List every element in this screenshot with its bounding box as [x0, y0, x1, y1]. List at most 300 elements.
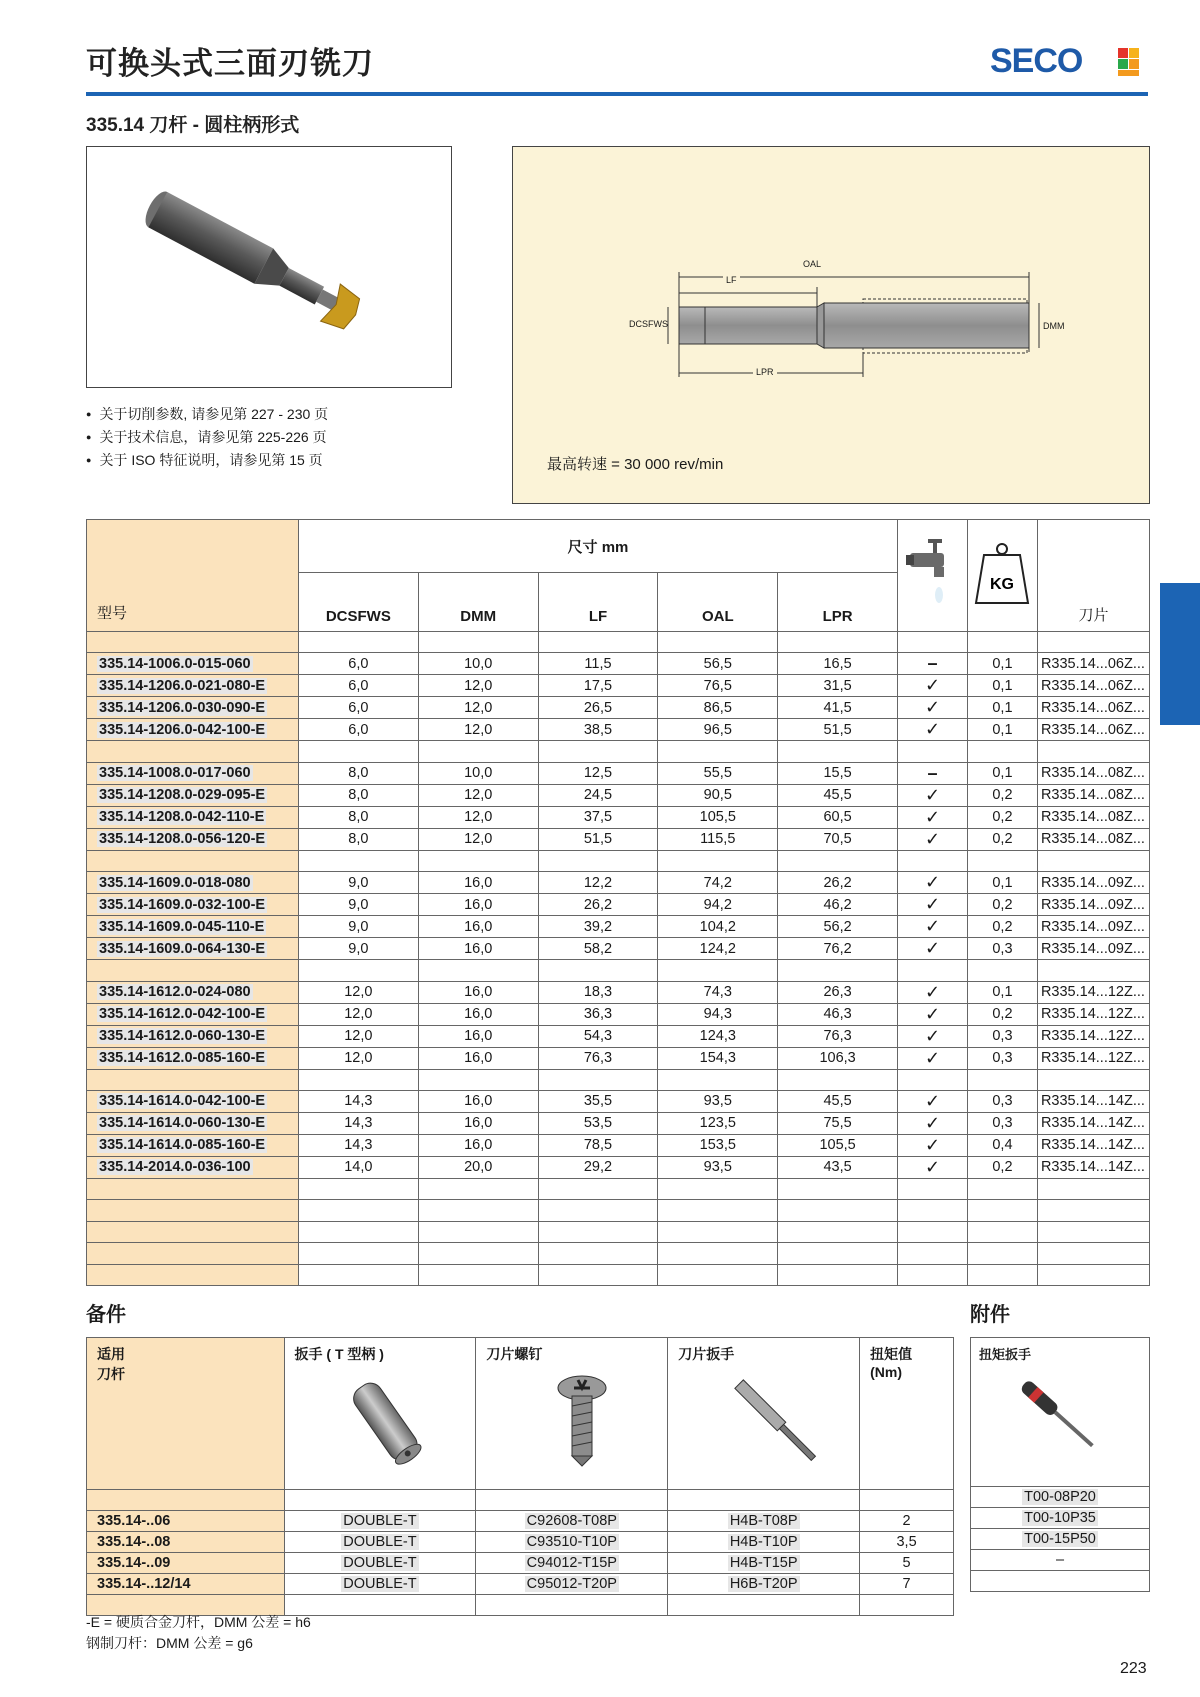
part-code: H6B-T20P: [729, 1576, 798, 1592]
cell-dmm: 12,0: [418, 675, 538, 697]
empty-cell: [1037, 1200, 1149, 1221]
cell-dmm: 16,0: [418, 872, 538, 894]
cell-type: [87, 1025, 299, 1047]
empty-cell: [778, 1243, 898, 1264]
cell-blade: R335.14...09Z...: [1037, 916, 1149, 938]
cell-lpr: 45,5: [778, 784, 898, 806]
product-table-body: [87, 632, 1150, 1286]
cell-dmm: 16,0: [418, 894, 538, 916]
cell-weight: 0,1: [967, 719, 1037, 741]
cell-type: [87, 784, 299, 806]
header-coolant: [898, 520, 968, 632]
empty-cell: [967, 632, 1037, 653]
cell-weight: 0,2: [967, 806, 1037, 828]
cell-lpr: 75,5: [778, 1112, 898, 1134]
cell-lf: 26,2: [538, 894, 658, 916]
cell-dmm: 12,0: [418, 806, 538, 828]
footnotes: [86, 1612, 311, 1654]
cell-lpr: 41,5: [778, 697, 898, 719]
table-row: [87, 806, 1150, 828]
empty-cell: [898, 1221, 968, 1242]
empty-cell: [668, 1490, 860, 1511]
empty-cell: [298, 1221, 418, 1242]
empty-cell: [658, 960, 778, 981]
empty-cell: [418, 1200, 538, 1221]
cell-coolant: ✓: [898, 1112, 968, 1134]
cell-dmm: 12,0: [418, 784, 538, 806]
t-wrench-icon: [329, 1370, 449, 1480]
part-code: T00-10P35: [1024, 1510, 1096, 1526]
model-number: 335.14-2014.0-036-100: [99, 1159, 251, 1176]
cell-weight: 0,1: [967, 981, 1037, 1003]
part-code: C92608-T08P: [526, 1513, 617, 1529]
cell-lpr: 46,2: [778, 894, 898, 916]
spacer-row: [87, 1221, 1150, 1242]
table-row: [87, 1025, 1150, 1047]
empty-cell: [418, 1069, 538, 1090]
empty-cell: [658, 632, 778, 653]
empty-cell: [967, 741, 1037, 762]
table-row: [87, 784, 1150, 806]
empty-cell: [860, 1595, 954, 1616]
cell-lpr: 76,3: [778, 1025, 898, 1047]
spares-cell: [284, 1511, 476, 1532]
cell-weight: 0,3: [967, 1025, 1037, 1047]
cell-weight: 0,1: [967, 675, 1037, 697]
table-row: [87, 1156, 1150, 1178]
cell-dmm: 20,0: [418, 1156, 538, 1178]
cell-dcsfws: 14,3: [298, 1112, 418, 1134]
tool-illustration: [87, 147, 451, 387]
spacer-row: [971, 1571, 1150, 1592]
accessory-cell: –: [971, 1550, 1150, 1571]
spares-cell: 335.14-..09: [87, 1553, 285, 1574]
cell-oal: 153,5: [658, 1134, 778, 1156]
empty-cell: [87, 1243, 299, 1264]
table-row: [87, 719, 1150, 741]
header-lf: LF: [538, 573, 658, 632]
empty-cell: [538, 1178, 658, 1199]
spares-cell: 3,5: [860, 1532, 954, 1553]
empty-cell: [418, 632, 538, 653]
label-oal: OAL: [800, 259, 824, 269]
cell-weight: 0,3: [967, 1090, 1037, 1112]
empty-cell: [298, 1069, 418, 1090]
cell-oal: 90,5: [658, 784, 778, 806]
torque-wrench-icon: [979, 1367, 1139, 1467]
model-number: 335.14-1206.0-030-090-E: [99, 699, 266, 716]
cell-weight: 0,2: [967, 894, 1037, 916]
cell-dmm: 10,0: [418, 762, 538, 784]
cell-coolant: ✓: [898, 938, 968, 960]
cell-coolant: ✓: [898, 719, 968, 741]
cell-coolant: –: [898, 653, 968, 675]
cell-oal: 74,2: [658, 872, 778, 894]
header-oal: OAL: [658, 573, 778, 632]
spares-cell: [476, 1511, 668, 1532]
part-code: C93510-T10P: [526, 1534, 617, 1550]
cell-oal: 104,2: [658, 916, 778, 938]
cell-dcsfws: 8,0: [298, 806, 418, 828]
product-photo: [86, 146, 452, 388]
table-row: [87, 1003, 1150, 1025]
cell-type: [87, 1003, 299, 1025]
cell-coolant: ✓: [898, 675, 968, 697]
cell-oal: 154,3: [658, 1047, 778, 1069]
empty-cell: [898, 632, 968, 653]
cell-blade: R335.14...12Z...: [1037, 1047, 1149, 1069]
blade-key-icon: [718, 1368, 838, 1478]
spares-cell: [284, 1553, 476, 1574]
cell-weight: 0,2: [967, 828, 1037, 850]
part-code: H4B-T08P: [729, 1513, 798, 1529]
spacer-row: [87, 741, 1150, 762]
cell-dcsfws: 12,0: [298, 981, 418, 1003]
empty-cell: [967, 1264, 1037, 1285]
empty-cell: [1037, 741, 1149, 762]
cell-dmm: 16,0: [418, 1003, 538, 1025]
spares-row: [87, 1511, 954, 1532]
empty-cell: [967, 850, 1037, 871]
table-row: [87, 1090, 1150, 1112]
cell-coolant: ✓: [898, 1025, 968, 1047]
empty-cell: [658, 1221, 778, 1242]
cell-weight: 0,2: [967, 1003, 1037, 1025]
cell-lf: 11,5: [538, 653, 658, 675]
cell-blade: R335.14...06Z...: [1037, 675, 1149, 697]
empty-cell: [538, 632, 658, 653]
empty-cell: [418, 1243, 538, 1264]
empty-cell: [898, 741, 968, 762]
header-dimensions: 尺寸 mm: [298, 520, 897, 573]
reference-notes: [86, 404, 328, 473]
empty-cell: [658, 1243, 778, 1264]
cell-weight: 0,1: [967, 653, 1037, 675]
cell-oal: 124,2: [658, 938, 778, 960]
spares-cell: [284, 1574, 476, 1595]
part-code: C94012-T15P: [526, 1555, 617, 1571]
spares-cell: 2: [860, 1511, 954, 1532]
spares-table-body: [87, 1490, 954, 1616]
cell-oal: 105,5: [658, 806, 778, 828]
part-code: H4B-T15P: [729, 1555, 798, 1571]
part-code: DOUBLE-T: [343, 1513, 417, 1529]
empty-cell: [538, 1200, 658, 1221]
table-row: [87, 938, 1150, 960]
empty-cell: [87, 1200, 299, 1221]
cell-dcsfws: 8,0: [298, 784, 418, 806]
cell-lf: 24,5: [538, 784, 658, 806]
cell-lf: 58,2: [538, 938, 658, 960]
cell-blade: R335.14...14Z...: [1037, 1156, 1149, 1178]
seco-logo: [990, 42, 1140, 82]
spares-header-key: 刀片扳手: [668, 1338, 860, 1490]
spacer-row: [87, 960, 1150, 981]
cell-type: [87, 1047, 299, 1069]
empty-cell: [898, 1243, 968, 1264]
cell-blade: R335.14...08Z...: [1037, 828, 1149, 850]
cell-lpr: 56,2: [778, 916, 898, 938]
cell-lf: 76,3: [538, 1047, 658, 1069]
cell-lpr: 43,5: [778, 1156, 898, 1178]
spares-cell: [476, 1574, 668, 1595]
spares-cell: 7: [860, 1574, 954, 1595]
cell-oal: 56,5: [658, 653, 778, 675]
table-row: [87, 916, 1150, 938]
cell-coolant: ✓: [898, 1090, 968, 1112]
table-row: [87, 981, 1150, 1003]
cell-oal: 94,2: [658, 894, 778, 916]
model-number: 335.14-1614.0-042-100-E: [99, 1093, 266, 1110]
cell-lf: 51,5: [538, 828, 658, 850]
spares-cell: [476, 1532, 668, 1553]
cell-blade: R335.14...06Z...: [1037, 697, 1149, 719]
empty-cell: [898, 1178, 968, 1199]
cell-lf: 35,5: [538, 1090, 658, 1112]
cell-coolant: ✓: [898, 784, 968, 806]
coolant-tap-icon: [904, 535, 960, 613]
cell-dcsfws: 9,0: [298, 894, 418, 916]
empty-cell: [87, 632, 299, 653]
empty-cell: [87, 960, 299, 981]
empty-cell: [898, 960, 968, 981]
cell-dmm: 16,0: [418, 981, 538, 1003]
empty-cell: [778, 1178, 898, 1199]
cell-dcsfws: 12,0: [298, 1025, 418, 1047]
empty-cell: [284, 1490, 476, 1511]
cell-coolant: –: [898, 762, 968, 784]
spares-heading: 备件: [86, 1302, 126, 1326]
model-number: 335.14-1609.0-064-130-E: [99, 940, 266, 957]
model-number: 335.14-1612.0-060-130-E: [99, 1028, 266, 1045]
table-row: [87, 1134, 1150, 1156]
cell-lf: 18,3: [538, 981, 658, 1003]
cell-lpr: 76,2: [778, 938, 898, 960]
cell-weight: 0,3: [967, 938, 1037, 960]
cell-dcsfws: 12,0: [298, 1047, 418, 1069]
accessory-row: [971, 1529, 1150, 1550]
cell-coolant: ✓: [898, 981, 968, 1003]
model-number: 335.14-1208.0-042-110-E: [99, 809, 265, 826]
spacer-row: [87, 1264, 1150, 1285]
label-lpr: LPR: [753, 367, 777, 377]
spares-table: [86, 1337, 954, 1616]
cell-lf: 36,3: [538, 1003, 658, 1025]
spares-header-screw: 刀片螺钉: [476, 1338, 668, 1490]
table-row: [87, 1112, 1150, 1134]
cell-dcsfws: 6,0: [298, 697, 418, 719]
cell-blade: R335.14...08Z...: [1037, 784, 1149, 806]
empty-cell: [898, 1264, 968, 1285]
model-number: 335.14-1609.0-032-100-E: [99, 896, 266, 913]
table-row: [87, 1047, 1150, 1069]
cell-blade: R335.14...14Z...: [1037, 1112, 1149, 1134]
spares-header-type: 适用 刀杆: [87, 1338, 285, 1490]
spares-cell: [476, 1553, 668, 1574]
table-row: [87, 894, 1150, 916]
cell-oal: 124,3: [658, 1025, 778, 1047]
empty-cell: [860, 1490, 954, 1511]
accessory-cell: [971, 1529, 1150, 1550]
cell-type: [87, 1134, 299, 1156]
cell-blade: R335.14...06Z...: [1037, 719, 1149, 741]
cell-lpr: 46,3: [778, 1003, 898, 1025]
part-code: T00-15P50: [1024, 1531, 1096, 1547]
cell-dcsfws: 14,3: [298, 1090, 418, 1112]
cell-type: [87, 916, 299, 938]
spacer-row: [87, 1490, 954, 1511]
empty-cell: [1037, 1243, 1149, 1264]
cell-type: [87, 828, 299, 850]
cell-lf: 12,5: [538, 762, 658, 784]
cell-type: [87, 938, 299, 960]
cell-coolant: ✓: [898, 872, 968, 894]
spares-cell: [668, 1553, 860, 1574]
empty-cell: [284, 1595, 476, 1616]
cell-type: [87, 1156, 299, 1178]
empty-cell: [87, 850, 299, 871]
kg-label: KG: [990, 575, 1015, 593]
cell-blade: R335.14...08Z...: [1037, 806, 1149, 828]
cell-oal: 123,5: [658, 1112, 778, 1134]
empty-cell: [1037, 1221, 1149, 1242]
empty-cell: [538, 1243, 658, 1264]
spacer-row: [87, 1200, 1150, 1221]
spares-cell: [668, 1574, 860, 1595]
max-speed: 最高转速 = 30 000 rev/min: [547, 456, 724, 473]
empty-cell: [967, 1069, 1037, 1090]
product-table: [86, 519, 1150, 1286]
cell-dmm: 12,0: [418, 828, 538, 850]
cell-type: [87, 981, 299, 1003]
cell-lpr: 105,5: [778, 1134, 898, 1156]
empty-cell: [658, 850, 778, 871]
empty-cell: [298, 1178, 418, 1199]
cell-coolant: ✓: [898, 806, 968, 828]
header-dcsfws: DCSFWS: [298, 573, 418, 632]
cell-weight: 0,3: [967, 1112, 1037, 1134]
table-row: [87, 872, 1150, 894]
cell-lf: 78,5: [538, 1134, 658, 1156]
cell-dcsfws: 14,3: [298, 1134, 418, 1156]
cell-dcsfws: 6,0: [298, 653, 418, 675]
dimension-drawing: [513, 147, 1149, 447]
cell-type: [87, 675, 299, 697]
cell-type: [87, 1112, 299, 1134]
cell-lf: 12,2: [538, 872, 658, 894]
cell-type: [87, 894, 299, 916]
page-number: 223: [1120, 1660, 1147, 1677]
cell-type: [87, 762, 299, 784]
empty-cell: [87, 1490, 285, 1511]
cell-oal: 86,5: [658, 697, 778, 719]
model-number: 335.14-1208.0-029-095-E: [99, 787, 266, 804]
model-number: 335.14-1612.0-085-160-E: [99, 1050, 266, 1067]
empty-cell: [898, 850, 968, 871]
empty-cell: [87, 1264, 299, 1285]
empty-cell: [418, 1264, 538, 1285]
cell-dcsfws: 8,0: [298, 762, 418, 784]
label-dcsfws: DCSFWS: [629, 319, 668, 329]
cell-oal: 55,5: [658, 762, 778, 784]
empty-cell: [87, 1069, 299, 1090]
cell-lpr: 26,2: [778, 872, 898, 894]
cell-type: [87, 806, 299, 828]
cell-dcsfws: 9,0: [298, 938, 418, 960]
model-number: 335.14-1614.0-060-130-E: [99, 1115, 266, 1132]
empty-cell: [87, 741, 299, 762]
spacer-row: [87, 1243, 1150, 1264]
cell-coolant: ✓: [898, 1047, 968, 1069]
spares-cell: [284, 1532, 476, 1553]
cell-coolant: ✓: [898, 828, 968, 850]
model-number: 335.14-1609.0-018-080: [99, 874, 251, 891]
empty-cell: [418, 741, 538, 762]
cell-blade: R335.14...12Z...: [1037, 1025, 1149, 1047]
model-number: 335.14-1208.0-056-120-E: [99, 831, 266, 848]
dimension-diagram: [512, 146, 1150, 504]
cell-dcsfws: 12,0: [298, 1003, 418, 1025]
spares-cell: 335.14-..08: [87, 1532, 285, 1553]
accessory-row: [971, 1508, 1150, 1529]
empty-cell: [298, 960, 418, 981]
cell-dmm: 16,0: [418, 1112, 538, 1134]
cell-coolant: ✓: [898, 1156, 968, 1178]
cell-coolant: ✓: [898, 894, 968, 916]
accessories-table: [970, 1337, 1150, 1592]
cell-weight: 0,1: [967, 762, 1037, 784]
cell-type: [87, 872, 299, 894]
empty-cell: [418, 1178, 538, 1199]
cell-lpr: 51,5: [778, 719, 898, 741]
section-subtitle: 335.14 刀杆 - 圆柱柄形式: [86, 115, 300, 136]
empty-cell: [778, 1264, 898, 1285]
cell-weight: 0,3: [967, 1047, 1037, 1069]
model-number: 335.14-1612.0-024-080: [99, 984, 251, 1001]
spacer-row: [87, 850, 1150, 871]
cell-lf: 54,3: [538, 1025, 658, 1047]
empty-cell: [418, 960, 538, 981]
accessory-cell: [971, 1508, 1150, 1529]
empty-cell: [298, 632, 418, 653]
cell-lpr: 31,5: [778, 675, 898, 697]
accessory-cell: [971, 1487, 1150, 1508]
empty-cell: [1037, 1069, 1149, 1090]
header-rule: [86, 92, 1148, 96]
empty-cell: [298, 850, 418, 871]
empty-cell: [418, 850, 538, 871]
part-code: C95012-T20P: [526, 1576, 617, 1592]
cell-lf: 38,5: [538, 719, 658, 741]
cell-dmm: 12,0: [418, 719, 538, 741]
cell-coolant: ✓: [898, 916, 968, 938]
empty-cell: [668, 1595, 860, 1616]
empty-cell: [971, 1571, 1150, 1592]
empty-cell: [778, 960, 898, 981]
spares-row: [87, 1532, 954, 1553]
part-code: DOUBLE-T: [343, 1555, 417, 1571]
cell-lf: 53,5: [538, 1112, 658, 1134]
empty-cell: [298, 1264, 418, 1285]
cell-lpr: 16,5: [778, 653, 898, 675]
spacer-row: [87, 1178, 1150, 1199]
cell-weight: 0,1: [967, 697, 1037, 719]
cell-lf: 26,5: [538, 697, 658, 719]
note-steel: 钢制刀杆：DMM 公差 = g6: [86, 1635, 253, 1651]
accessory-row: [971, 1550, 1150, 1571]
empty-cell: [538, 1221, 658, 1242]
empty-cell: [967, 1221, 1037, 1242]
